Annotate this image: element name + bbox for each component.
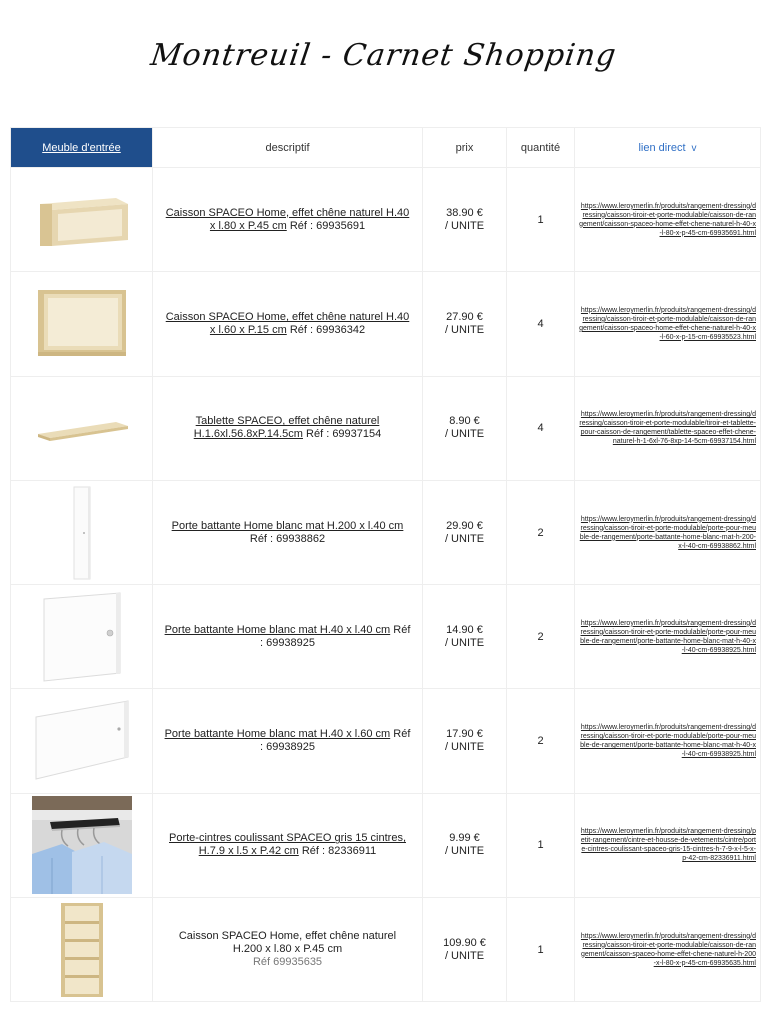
wood-box-cabinet-icon [32,284,132,364]
table-row [11,898,761,1002]
header-link-label: lien direct [638,141,686,154]
description-cell [153,898,423,1002]
quantity-cell: 4 [507,272,575,376]
price-unit: / UNITE [444,741,485,754]
price-cell [423,376,507,480]
table-header-row [11,128,761,168]
product-ref: Réf : 69938862 [249,532,326,545]
product-link[interactable]: Caisson SPACEO Home, effet chêne naturel H.40 x l.60 x P.15 cm [165,310,410,336]
product-ref: Réf : 69935691 [289,219,366,232]
description-cell [153,480,423,584]
description-cell [153,376,423,480]
product-link[interactable]: Caisson SPACEO Home, effet chêne naturel H.40 x l.80 x P.45 cm [165,206,410,232]
price-cell [423,689,507,793]
table-row [11,585,761,689]
price-cell [423,898,507,1002]
description-cell [153,272,423,376]
direct-link[interactable]: https://www.leroymerlin.fr/produits/rangement-dressing/dressing/caisson-tiroir-et-porte-modulable/porte-pour-meuble-de-rangement/porte-battante-home-blanc-mat-h-40-x-l-40-cm-69938925.html [575,689,761,793]
price-unit: / UNITE [444,532,485,545]
product-image-cell [11,272,153,376]
price-value: 9.99 € [449,832,480,845]
wood-box-cabinet-icon [32,190,132,250]
direct-link[interactable]: https://www.leroymerlin.fr/produits/rangement-dressing/dressing/caisson-tiroir-et-porte-modulable/caisson-de-rangement/caisson-spaceo-home-effet-chene-naturel-h-200-x-l-80-x-p-45-cm-69935635.html [575,898,761,1002]
price-cell [423,585,507,689]
header-link[interactable] [575,128,761,168]
product-link[interactable]: Porte-cintres coulissant SPACEO gris 15 cintres, H.7.9 x l.5 x P.42 cm [169,832,406,858]
product-image-cell [11,376,153,480]
product-image-cell [11,168,153,272]
wood-shelf-icon [32,408,132,448]
product-image-cell [11,480,153,584]
wide-white-door-icon [30,699,134,783]
table-row [11,168,761,272]
direct-link[interactable]: https://www.leroymerlin.fr/produits/rangement-dressing/dressing/caisson-tiroir-et-porte-modulable/tiroir-et-tablette-pour-caisson-de-rangement/tablette-spaceo-effet-chene-naturel-h-1-6xl-76-8xp-14-5cm-69937154.html [575,376,761,480]
direct-link[interactable]: https://www.leroymerlin.fr/produits/rangement-dressing/petit-rangement/cintre-et-housse-de-vetements/cintre/porte-cintres-coulissant-spaceo-gris-15-cintres-h-7-9-x-l-5-x-p-42-cm-82336911.html [575,793,761,897]
product-ref: Réf : 69937154 [306,428,382,441]
description-cell [153,793,423,897]
direct-link[interactable]: https://www.leroymerlin.fr/produits/rangement-dressing/dressing/caisson-tiroir-et-porte-modulable/porte-pour-meuble-de-rangement/porte-battante-home-blanc-mat-h-40-x-l-40-cm-69938925.html [575,585,761,689]
price-value: 27.90 € [446,310,483,323]
product-ref: Réf : 82336911 [301,845,377,858]
table-row [11,480,761,584]
price-value: 29.90 € [446,519,483,532]
quantity-cell: 1 [507,898,575,1002]
quantity-cell: 2 [507,689,575,793]
header-category[interactable]: Meuble d'entrée [11,128,153,168]
price-cell [423,168,507,272]
header-description: descriptif [153,128,423,168]
title-area [0,38,768,108]
product-ref: Réf 69935635 [252,956,323,969]
product-link[interactable]: Porte battante Home blanc mat H.200 x l.40 cm [171,519,404,532]
product-ref: Réf : 69936342 [289,323,366,336]
direct-link[interactable]: https://www.leroymerlin.fr/produits/rangement-dressing/dressing/caisson-tiroir-et-porte-modulable/caisson-de-rangement/caisson-spaceo-home-effet-chene-naturel-h-40-x-l-80-x-p-45-cm-69935691.html [575,168,761,272]
price-cell [423,793,507,897]
description-cell [153,585,423,689]
price-unit: / UNITE [444,636,485,649]
quantity-cell: 2 [507,585,575,689]
product-ref: Réf : 69938925 [259,623,411,649]
quantity-cell: 2 [507,480,575,584]
product-image-cell [11,585,153,689]
table-row [11,272,761,376]
page-title: Montreuil - Carnet Shopping [148,38,620,73]
chevron-down-icon[interactable]: v [691,142,697,154]
description-cell [153,689,423,793]
product-image-cell [11,898,153,1002]
shopping-table [10,127,761,1002]
quantity-cell: 1 [507,168,575,272]
tall-white-door-icon [67,485,97,581]
description-cell [153,168,423,272]
price-value: 17.90 € [446,728,483,741]
price-value: 38.90 € [446,206,483,219]
price-unit: / UNITE [444,949,485,962]
table-row [11,689,761,793]
quantity-cell: 4 [507,376,575,480]
product-ref: Réf : 69938925 [259,728,411,754]
price-value: 109.90 € [443,936,486,949]
price-unit: / UNITE [444,219,485,232]
table-row [11,793,761,897]
direct-link[interactable]: https://www.leroymerlin.fr/produits/rangement-dressing/dressing/caisson-tiroir-et-porte-modulable/porte-pour-meuble-de-rangement/porte-battante-home-blanc-mat-h-200-x-l-40-cm-69938862.html [575,480,761,584]
sliding-hanger-rack-photo-icon [32,796,132,894]
header-price: prix [423,128,507,168]
product-link[interactable]: Tablette SPACEO, effet chêne naturel H.1.6xl.56.8xP.14.5cm [193,415,380,441]
product-image-cell [11,793,153,897]
tall-wood-bookcase-icon [57,901,107,999]
price-unit: / UNITE [444,323,485,336]
direct-link[interactable]: https://www.leroymerlin.fr/produits/rangement-dressing/dressing/caisson-tiroir-et-porte-modulable/caisson-de-rangement/caisson-spaceo-home-effet-chene-naturel-h-40-x-l-60-x-p-15-cm-69935523.html [575,272,761,376]
price-value: 14.90 € [446,623,483,636]
price-unit: / UNITE [444,428,485,441]
price-unit: / UNITE [444,845,485,858]
table-row [11,376,761,480]
price-value: 8.90 € [449,415,480,428]
product-link[interactable]: Porte battante Home blanc mat H.40 x l.60 cm [164,728,391,741]
product-name: Caisson SPACEO Home, effet chêne naturel H.200 x l.80 x P.45 cm [178,930,397,956]
product-image-cell [11,689,153,793]
price-cell [423,272,507,376]
quantity-cell: 1 [507,793,575,897]
product-link[interactable]: Porte battante Home blanc mat H.40 x l.40 cm [164,623,391,636]
header-quantity: quantité [507,128,575,168]
price-cell [423,480,507,584]
square-white-door-icon [32,589,132,685]
